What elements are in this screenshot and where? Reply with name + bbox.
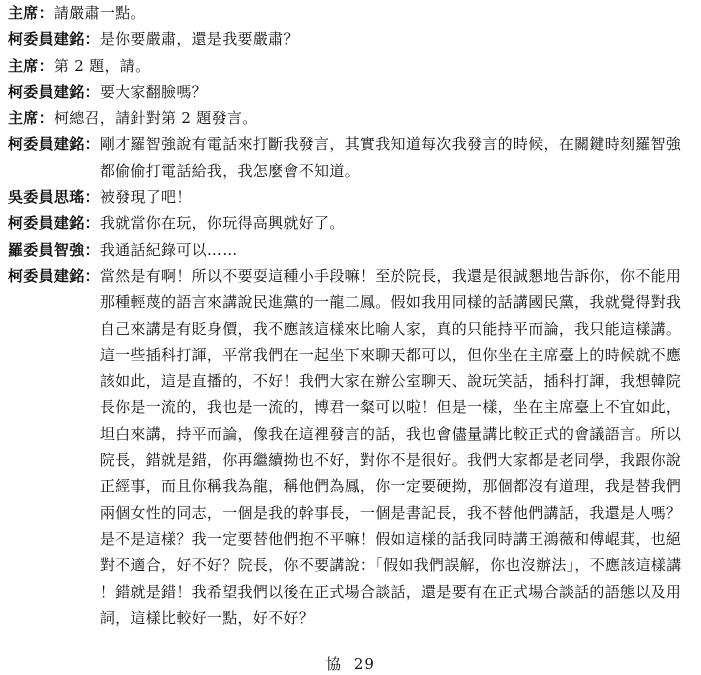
- transcript-entry: [8, 0, 696, 26]
- speaker-name: 羅委員智強：: [8, 240, 100, 259]
- speech-text: 被發現了吧！: [99, 188, 192, 207]
- speech-text: 請嚴肅一點。: [53, 4, 146, 22]
- transcript: [8, 0, 696, 631]
- speaker-name: 柯委員建銘：: [8, 214, 100, 233]
- speech-text: 柯總召，請針對第 2 題發言。: [53, 109, 258, 128]
- speaker-name: 柯委員建銘：: [8, 266, 100, 285]
- speech-text: 第 2 題，請。: [53, 56, 151, 75]
- transcript-entry: [8, 131, 696, 184]
- speaker-name: 柯委員建銘：: [8, 82, 100, 101]
- speaker-name: 吳委員思瑤：: [8, 188, 100, 207]
- transcript-entry: [8, 184, 696, 210]
- transcript-entry: [8, 53, 696, 79]
- speech-text: 是你要嚴肅，還是我要嚴肅？: [99, 30, 299, 49]
- speaker-name: 主席：: [8, 4, 54, 22]
- speech-text: 當然是有啊！所以不要耍這種小手段嘛！至於院長，我還是很誠懇地告訴你，你不能用那種輕蔑的語言來講說民進黨的一龍二鳳。假如我用同樣的話講國民黨，我就覺得對我自己來講是有貶身價，我不應該這樣來比喻人家，真的只能持平而論，我只能這樣講。這一些插科打諢，平常我們在一起坐下來聊天都可以，但你坐在主席臺上的時候就不應該如此，這是直播的，不好！我們大家在辦公室聊天、說玩笑話，插科打諢，我想韓院長你是一流的，我也是一流的，博君一粲可以啦！但是一樣，坐在主席臺上不宜如此，坦白來講，持平而論，像我在這裡發言的話，我也會儘量講比較正式的會議語言。所以院長，錯就是錯，你再繼續拗也不好，對你不是很好。我們大家都是老同學，我跟你說正經事，而且你稱我為龍，稱他們為鳳，你一定要硬拗，那個都沒有道理，我是替我們兩個女性的同志，一個是我的幹事長，一個是書記長，我不替他們講話，我還是人嗎？是不是這樣？我一定要替他們抱不平嘛！假如這樣的話我同時講王鴻薇和傅崐萁，也絕對不適合，好不好？院長，你不要講說：「假如我們誤解，你也沒辦法」，不應該這樣講！錯就是錯！我希望我們以後在正式場合談話，還是要有在正式場合談話的語態以及用詞，這樣比較好一點，好不好？: [99, 266, 682, 627]
- transcript-entry: [8, 79, 696, 105]
- speech-text: 我就當你在玩，你玩得高興就好了。: [99, 214, 345, 233]
- transcript-entry: [8, 237, 696, 263]
- speaker-name: 柯委員建銘：: [8, 135, 100, 154]
- transcript-entry: [8, 263, 696, 631]
- speaker-name: 主席：: [8, 56, 54, 75]
- speech-text: 我通話紀錄可以……: [99, 240, 238, 259]
- transcript-entry: [8, 26, 696, 52]
- speech-text: 剛才羅智強說有電話來打斷我發言，其實我知道每次我發言的時候，在關鍵時刻羅智強都偷偷打電話給我，我怎麼會不知道。: [99, 135, 682, 180]
- speaker-name: 主席：: [8, 109, 54, 128]
- page-number: 29: [353, 655, 375, 673]
- transcript-entry: [8, 105, 696, 131]
- speaker-name: 柯委員建銘：: [8, 30, 100, 49]
- footer-label: 協: [326, 655, 343, 673]
- page-footer: [0, 653, 701, 674]
- speech-text: 要大家翻臉嗎？: [99, 82, 207, 101]
- transcript-entry: [8, 210, 696, 236]
